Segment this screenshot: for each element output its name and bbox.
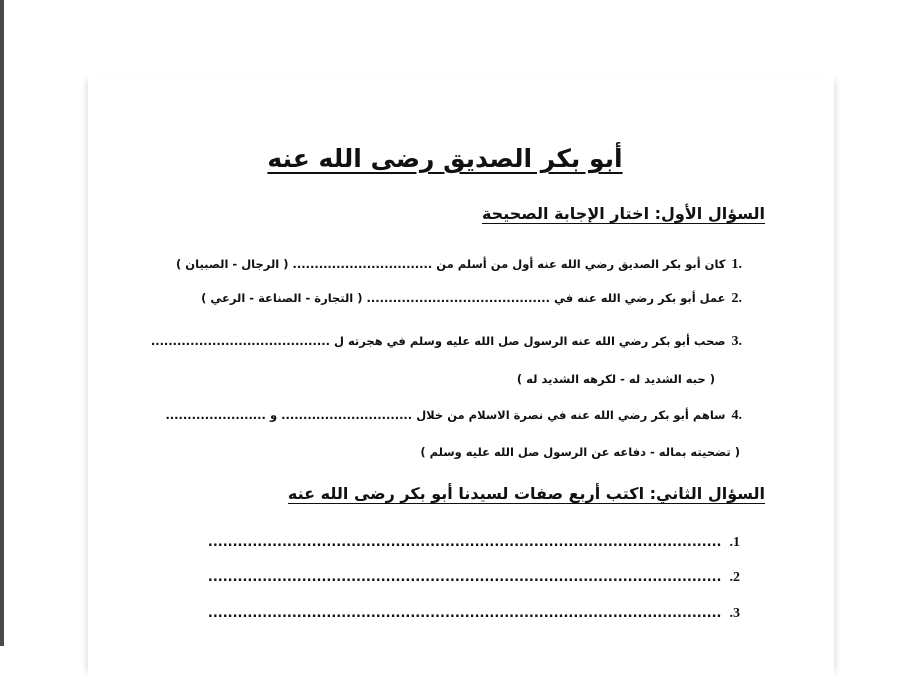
- question1-item-3: 3.صحب أبو بكر رضي الله عنه الرسول صل الله عليه وسلم في هجرته ل .........................................: [150, 334, 742, 349]
- answer-blank[interactable]: ........................................................................................................: [207, 570, 722, 585]
- answer-blank[interactable]: ..........................................: [366, 291, 551, 305]
- question2-answer-3: .3........................................................................................................: [207, 606, 740, 621]
- question1-item-3-choices: ( حبه الشديد له - لكرهه الشديد له ): [516, 372, 715, 386]
- answer-blank[interactable]: ........................................................................................................: [207, 535, 722, 550]
- question1-item-4-choices: ( تضحيته بماله - دفاعه عن الرسول صل الله عليه وسلم ): [420, 445, 740, 459]
- answer-blank-2[interactable]: .......................: [165, 408, 266, 422]
- answer-blank[interactable]: ................................: [292, 257, 433, 271]
- question1-item-4: 4.ساهم أبو بكر رضي الله عنه في نصرة الاسلام من خلال .............................. و .......................: [165, 408, 742, 423]
- viewer-left-edge: [0, 0, 4, 646]
- choices: ( التجارة - الصناعة - الرعي ): [201, 291, 363, 305]
- question2-answer-2: .2........................................................................................................: [207, 570, 740, 585]
- answer-blank[interactable]: ..............................: [281, 408, 413, 422]
- question1-heading: السؤال الأول: اختار الإجابة الصحيحة: [481, 204, 765, 223]
- choices: ( الرجال - الصبيان ): [176, 257, 289, 271]
- answer-blank[interactable]: ........................................................................................................: [207, 606, 722, 621]
- document-title: أبو بكر الصديق رضى الله عنه: [267, 144, 623, 173]
- question1-item-2: 2.عمل أبو بكر رضي الله عنه في .......................................... ( التجارة - الصناعة - الرعي ): [201, 291, 742, 306]
- answer-blank[interactable]: .........................................: [150, 334, 330, 348]
- question2-heading: السؤال الثاني: اكتب أربع صفات لسيدنا أبو بكر رضى الله عنه: [287, 484, 765, 503]
- question1-item-1: 1.كان أبو بكر الصديق رضي الله عنه أول من أسلم من ................................ ( الرجال - الصبيان ): [176, 257, 742, 272]
- question2-answer-1: .1........................................................................................................: [207, 535, 740, 550]
